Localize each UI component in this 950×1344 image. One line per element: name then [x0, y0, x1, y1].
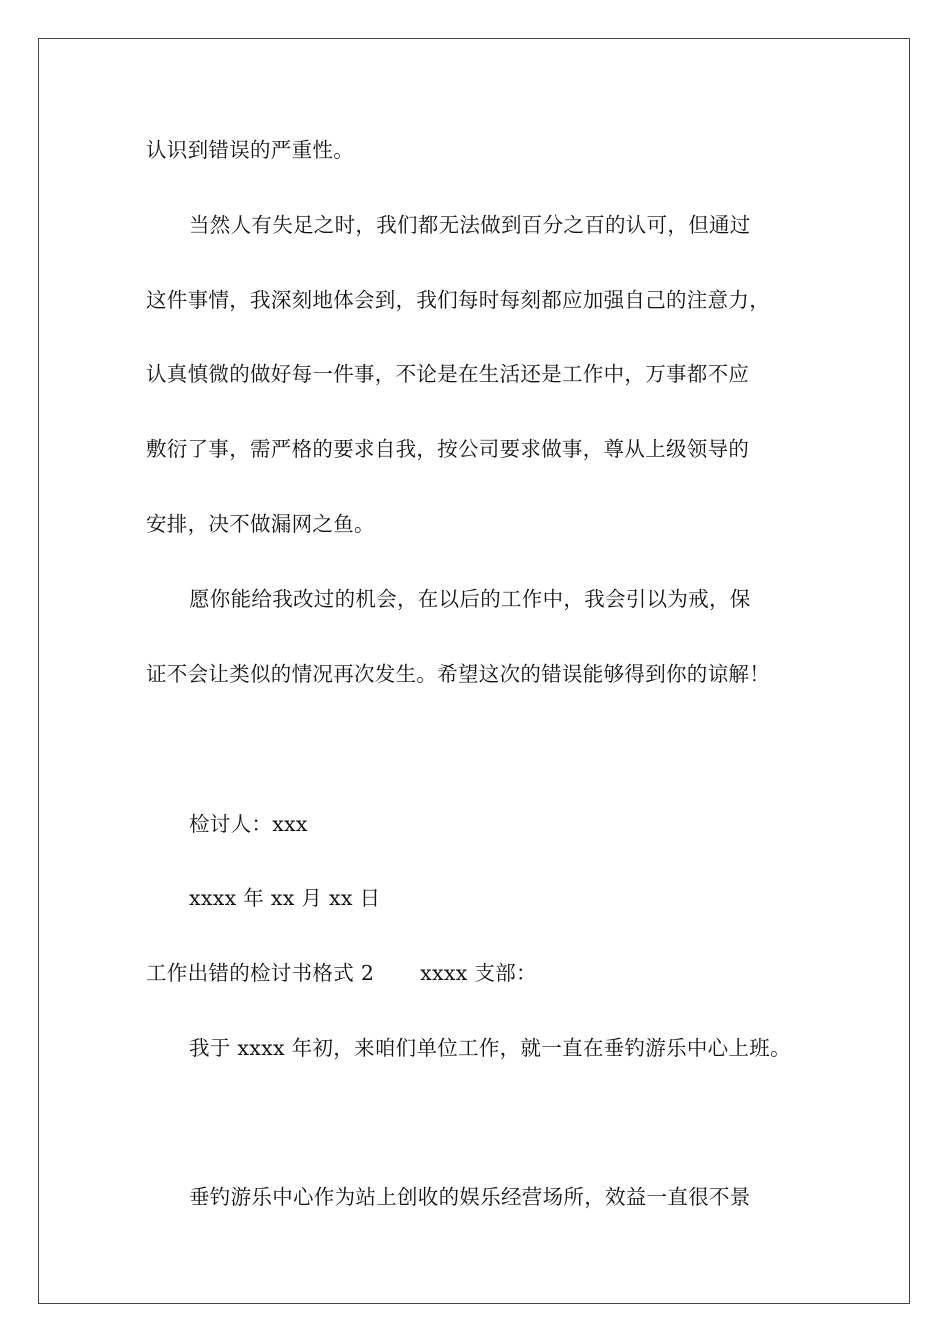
salutation: xxxx 支部：	[420, 961, 537, 985]
body-line-3: 这件事情，我深刻地体会到，我们每时每刻都应加强自己的注意力，	[146, 288, 770, 312]
body-line-1: 认识到错误的严重性。	[146, 138, 354, 162]
body-line-9: 我于 xxxx 年初，来咱们单位工作，就一直在垂钓游乐中心上班。	[189, 1036, 791, 1060]
body-line-10: 垂钓游乐中心作为站上创收的娱乐经营场所，效益一直很不景	[189, 1185, 751, 1209]
section-heading-row	[146, 959, 537, 987]
body-line-8: 证不会让类似的情况再次发生。希望这次的错误能够得到你的谅解！	[146, 662, 770, 686]
signature-date: xxxx 年 xx 月 xx 日	[189, 886, 381, 910]
body-line-6: 安排，决不做漏网之鱼。	[146, 512, 375, 536]
body-line-5: 敷衍了事，需严格的要求自我，按公司要求做事，尊从上级领导的	[146, 437, 750, 461]
signature-name: 检讨人：xxx	[189, 812, 308, 836]
body-line-4: 认真慎微的做好每一件事，不论是在生活还是工作中，万事都不应	[146, 362, 750, 386]
section-heading: 工作出错的检讨书格式 2	[146, 961, 375, 985]
body-line-7: 愿你能给我改过的机会，在以后的工作中，我会引以为戒，保	[189, 587, 751, 611]
body-line-2: 当然人有失足之时，我们都无法做到百分之百的认可，但通过	[189, 213, 751, 237]
